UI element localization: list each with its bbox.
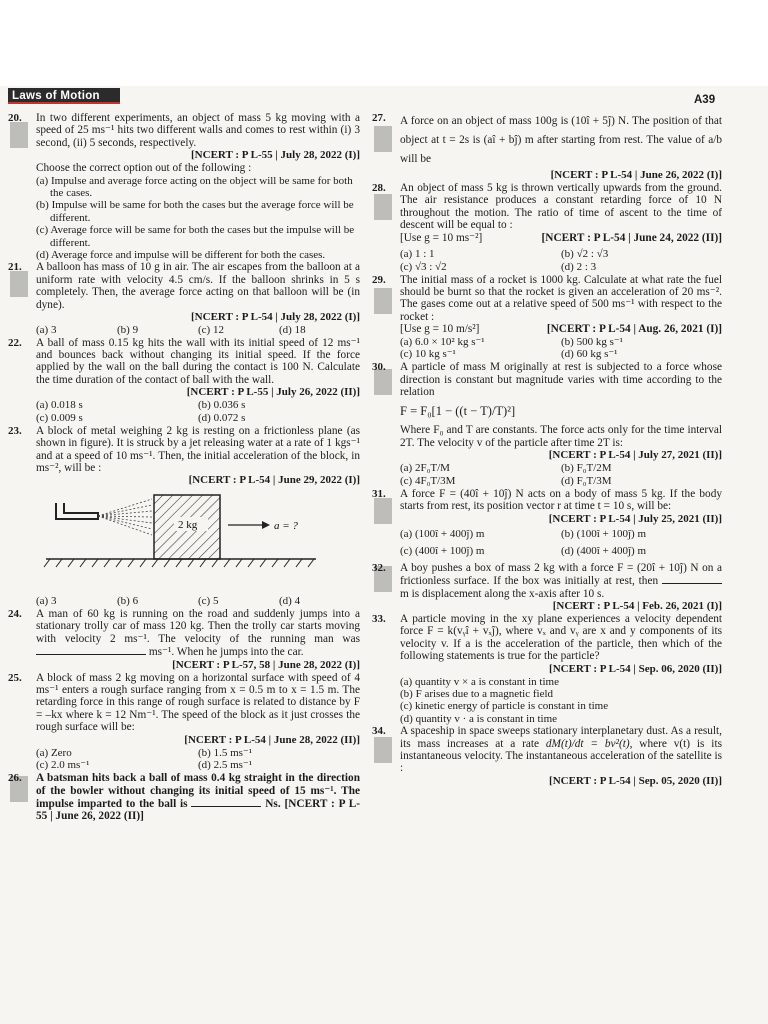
- question-number: 21.: [8, 261, 22, 274]
- option-a: (a) (100î + 400ĵ) m: [400, 527, 485, 540]
- option-b: (b) 6: [117, 595, 139, 608]
- question-text-part-b: where v(t) is its instantaneous velocity. The instantaneous acceleration of the satellite is :: [400, 737, 722, 775]
- question-reference: [NCERT : P L-54 | June 26, 2022 (I)]: [550, 169, 722, 181]
- question-number: 33.: [372, 612, 386, 625]
- question-text: [8, 608, 360, 659]
- question-reference: [NCERT : P L-54 | Sep. 06, 2020 (II)]: [549, 662, 722, 675]
- question-reference: [NCERT : P L-55 | July 26, 2022 (II)]: [186, 386, 360, 399]
- question-text-bold: A batsman hits back a ball of mass 0.4 kg straight in the direction of the bowler without changing its initial speed of 15 ms⁻¹. The impulse imparted to the ball is: [36, 772, 360, 810]
- question-number: 31.: [372, 487, 386, 500]
- option-b: (b) 1.5 ms⁻¹: [198, 746, 253, 759]
- question-number: 29.: [372, 273, 386, 286]
- question-marker: [10, 271, 28, 297]
- question-number: 23.: [8, 424, 22, 437]
- question-24: [8, 608, 360, 672]
- question-note-line: [372, 323, 722, 335]
- question-reference: [NCERT : P L-54 | July 28, 2022 (I)]: [191, 311, 360, 324]
- option-c: (c) 10 kg s⁻¹: [400, 348, 456, 361]
- question-instruction: Choose the correct option out of the following :: [36, 162, 252, 175]
- option-b: (b) 500 kg s⁻¹: [561, 335, 623, 348]
- question-20: [8, 112, 360, 261]
- page-top-margin: [0, 0, 768, 86]
- question-25: [8, 672, 360, 773]
- acceleration-label: a = ?: [274, 520, 298, 533]
- answer-blank: [662, 574, 722, 584]
- chapter-title: Laws of Motion: [12, 90, 100, 102]
- question-note-line: [372, 232, 722, 244]
- option-c: (c) 12: [198, 324, 224, 337]
- question-text-part-a: A man of 60 kg is running on the road and suddenly jumps into a stationary trolly car of mass 120 kg. Then the trolly car starts moving with velocity 2 ms⁻¹. The velocity of the running man was: [36, 607, 360, 645]
- block-mass-label: 2 kg: [178, 519, 198, 532]
- option-a: (a) Zero: [36, 746, 72, 759]
- option-grid: [8, 747, 360, 773]
- option-list: [8, 175, 360, 262]
- option-a: (a) 2F₀T/M: [400, 462, 450, 475]
- question-number: 20.: [8, 112, 22, 124]
- water-nozzle: [56, 503, 98, 519]
- option-b: (b) F₀T/2M: [561, 462, 612, 475]
- question-text-part-b: ms⁻¹. When he jumps into the car.: [148, 646, 304, 659]
- question-text-part-b: m is displacement along the x-axis after 10 s.: [400, 587, 605, 600]
- option-b: (b) √2 : √3: [561, 248, 609, 261]
- option-row: [8, 595, 360, 608]
- option-a: (a) 3: [36, 595, 57, 608]
- option-grid: [372, 462, 722, 488]
- question-number: 34.: [372, 725, 386, 738]
- option-a: (a) 0.018 s: [36, 399, 83, 412]
- answer-blank: [36, 645, 146, 655]
- question-text: [372, 562, 722, 600]
- question-marker: [10, 122, 28, 148]
- question-reference: [NCERT : P L-54 | Sep. 05, 2020 (II)]: [549, 774, 722, 787]
- question-33: [372, 613, 722, 725]
- question-reference: [NCERT : P L-54 | June 24, 2022 (II)]: [541, 231, 722, 244]
- option-d: (d) Average force and impulse will be different for both the cases.: [36, 249, 326, 262]
- question-text-part-a: A spaceship in space sweeps stationary interplanetary dust. As a result, its mass increases at a rate: [400, 725, 722, 750]
- question-text: An object of mass 5 kg is thrown vertically upwards from the ground. The air resistance produces a constant retarding force of 10 N throughout the motion. The ratio of time of ascent to the time of descent will be equal to :: [400, 182, 722, 232]
- answer-unit: Ns.: [265, 798, 281, 810]
- option-a: (a) 1 : 1: [400, 248, 435, 261]
- question-26: [8, 772, 360, 823]
- question-marker: [374, 288, 392, 314]
- question-text: [8, 772, 360, 823]
- question-text: A force F = (40î + 10ĵ) N acts on a body of mass 5 kg. If the body starts from rest, its position vector r at time t = 10 s, will be:: [400, 487, 722, 513]
- option-d: (d) 2.5 ms⁻¹: [198, 759, 253, 772]
- option-b: (b) 9: [117, 324, 139, 337]
- page-number: A39: [694, 94, 716, 106]
- option-c: (c) 2.0 ms⁻¹: [36, 759, 90, 772]
- option-c: (c) (400î + 100ĵ) m: [400, 544, 485, 557]
- question-note: [Use g = 10 m/s²]: [400, 323, 480, 336]
- right-column: [372, 112, 722, 788]
- figure-drawing: [36, 493, 336, 591]
- question-text: A balloon has mass of 10 g in air. The air escapes from the balloon at a uniform rate with velocity 4.5 cm/s. If the balloon shrinks in 5 s completely. Then, the average force acting on that balloon will be (in dyne).: [36, 261, 360, 311]
- question-text: The initial mass of a rocket is 1000 kg. Calculate at what rate the fuel should be burnt so that the rocket is given an acceleration of 20 ms⁻². The gases come out at a relative speed of 500 ms⁻¹ with respect to the rocket :: [400, 273, 722, 323]
- question-text: In two different experiments, an object of mass 5 kg moving with a speed of 25 ms⁻¹ hits two different walls and comes to rest within (i) 3 second, (ii) 5 seconds, respectively.: [36, 112, 360, 149]
- option-c: (c) Average force will be same for both the cases but the impulse will be different.: [36, 224, 355, 249]
- question-21: [8, 261, 360, 336]
- option-d: (d) 60 kg s⁻¹: [561, 348, 618, 361]
- question-marker: [374, 737, 392, 763]
- question-31: [372, 488, 722, 560]
- question-marker: [374, 194, 392, 220]
- question-text: A force on an object of mass 100g is (10î + 5ĵ) N. The position of that object at t = 2s is (aî + bĵ) m after starting from rest. The value of a/b will be: [400, 115, 722, 165]
- option-d: (d) 18: [279, 324, 306, 337]
- option-b: (b) F arises due to a magnetic field: [400, 687, 554, 700]
- question-number: 26.: [8, 772, 22, 785]
- option-a: (a) quantity v × a is constant in time: [400, 675, 559, 688]
- option-a: (a) 3: [36, 324, 57, 337]
- option-d: (d) 2 : 3: [561, 260, 597, 273]
- option-b: (b) Impulse will be same for both the cases but the average force will be different.: [36, 199, 354, 224]
- option-d: (d) (400î + 400ĵ) m: [561, 544, 647, 557]
- option-list: [372, 676, 722, 726]
- mass-rate-expression: dM(t)/dt = bv²(t),: [545, 737, 633, 750]
- question-reference: [NCERT : P L-54 | July 25, 2021 (II)]: [548, 512, 722, 525]
- option-d: (d) quantity v · a is constant in time: [400, 712, 558, 725]
- question-reference: [NCERT : P L-55 | July 28, 2022 (I)]: [191, 149, 360, 162]
- question-reference: [NCERT : P L-54 | Feb. 26, 2021 (I)]: [552, 599, 722, 612]
- chapter-banner: [8, 88, 120, 104]
- option-d: (d) 0.072 s: [198, 412, 246, 425]
- question-reference: [NCERT : P L-57, 58 | June 28, 2022 (I)]: [172, 658, 360, 671]
- question-23: [8, 425, 360, 608]
- question-reference: [NCERT : P L-54 | June 29, 2022 (I)]: [188, 474, 360, 487]
- question-30: [372, 361, 722, 488]
- question-text: A block of mass 2 kg moving on a horizontal surface with speed of 4 ms⁻¹ enters a rough surface ranging from x = 0.5 m to x = 1.5 m. The retarding force in this range of rough surface is related to distance by F = –kx where k = 12 Nm⁻¹. The speed of the block as it just crosses the rough surface will be:: [36, 671, 360, 734]
- question-32: [372, 562, 722, 613]
- question-22: [8, 337, 360, 425]
- force-equation: F = F₀[1 − ((t − T)/T)²]: [400, 404, 516, 419]
- option-a: (a) 6.0 × 10² kg s⁻¹: [400, 335, 485, 348]
- question-text-part-a: A boy pushes a box of mass 2 kg with a force F = (20î + 10ĵ) N on a frictionless surface. If the box was initially at rest, then: [400, 561, 722, 588]
- question-note: [Use g = 10 ms⁻²]: [400, 231, 483, 244]
- option-c: (c) kinetic energy of particle is constant in time: [400, 700, 609, 713]
- question-reference: [NCERT : P L-54 | July 27, 2021 (II)]: [548, 449, 722, 462]
- question-text: A particle moving in the xy plane experiences a velocity dependent force F = k(vᵧî + vₓĵ), where vₓ and vᵧ are x and y components of its velocity v. If a is the acceleration of the particle, then which of the following statements is true for the particle?: [400, 612, 722, 663]
- option-b: (b) (100î + 100ĵ) m: [561, 527, 647, 540]
- option-row: [8, 324, 360, 337]
- question-number: 27.: [372, 112, 386, 124]
- question-text-continued: Where F₀ and T are constants. The force acts only for the time interval 2T. The velocity v of the particle after time 2T is:: [400, 424, 722, 449]
- question-34: [372, 725, 722, 788]
- option-grid: [372, 526, 722, 560]
- option-d: (d) F₀T/3M: [561, 475, 612, 488]
- question-29: [372, 274, 722, 362]
- option-c: (c) 4F₀T/3M: [400, 475, 456, 488]
- question-28: [372, 182, 722, 274]
- block-jet-figure: [36, 493, 336, 591]
- question-text: A particle of mass M originally at rest is subjected to a force whose direction is constant but magnitude varies with time according to the relation: [400, 361, 722, 399]
- question-number: 32.: [372, 561, 386, 574]
- option-c: (c) √3 : √2: [400, 260, 447, 273]
- question-27: [372, 112, 722, 182]
- option-grid: [372, 336, 722, 362]
- question-number: 28.: [372, 182, 386, 194]
- question-number: 22.: [8, 336, 22, 349]
- left-column: [8, 112, 360, 823]
- question-text: A ball of mass 0.15 kg hits the wall with its initial speed of 12 ms⁻¹ and bounces back without changing its initial speed. If the force applied by the wall on the ball during the contact is 100 N. Calculate the time duration of the contact of ball with the wall.: [36, 336, 360, 386]
- question-number: 25.: [8, 671, 22, 684]
- question-text: [372, 725, 722, 775]
- answer-blank: [191, 797, 261, 807]
- question-number: 24.: [8, 607, 22, 620]
- question-reference: [NCERT : P L-54 | Aug. 26, 2021 (I)]: [546, 323, 722, 336]
- option-c: (c) 5: [198, 595, 219, 608]
- option-grid: [372, 248, 722, 274]
- ground-hatching: [44, 559, 314, 567]
- question-marker: [374, 498, 392, 524]
- arrow-head: [262, 521, 270, 529]
- question-number: 30.: [372, 361, 386, 374]
- option-a: (a) Impulse and average force acting on the object will be same for both the cases.: [36, 174, 353, 200]
- option-c: (c) 0.009 s: [36, 412, 83, 425]
- question-marker: [374, 126, 392, 152]
- option-b: (b) 0.036 s: [198, 399, 246, 412]
- option-grid: [8, 399, 360, 425]
- water-jet-spray: [98, 499, 152, 535]
- question-text: A block of metal weighing 2 kg is resting on a frictionless plane (as shown in figure). It is struck by a jet releasing water at a rate of 1 kgs⁻¹ and at a speed of 10 ms⁻¹. Then, the initial acceleration of the block, in ms⁻², will be :: [36, 424, 360, 475]
- option-d: (d) 4: [279, 595, 301, 608]
- question-reference: [NCERT : P L-54 | June 28, 2022 (II)]: [184, 733, 360, 746]
- question-reference: [NCERT : P L-55 | June 26, 2022 (II)]: [36, 798, 361, 823]
